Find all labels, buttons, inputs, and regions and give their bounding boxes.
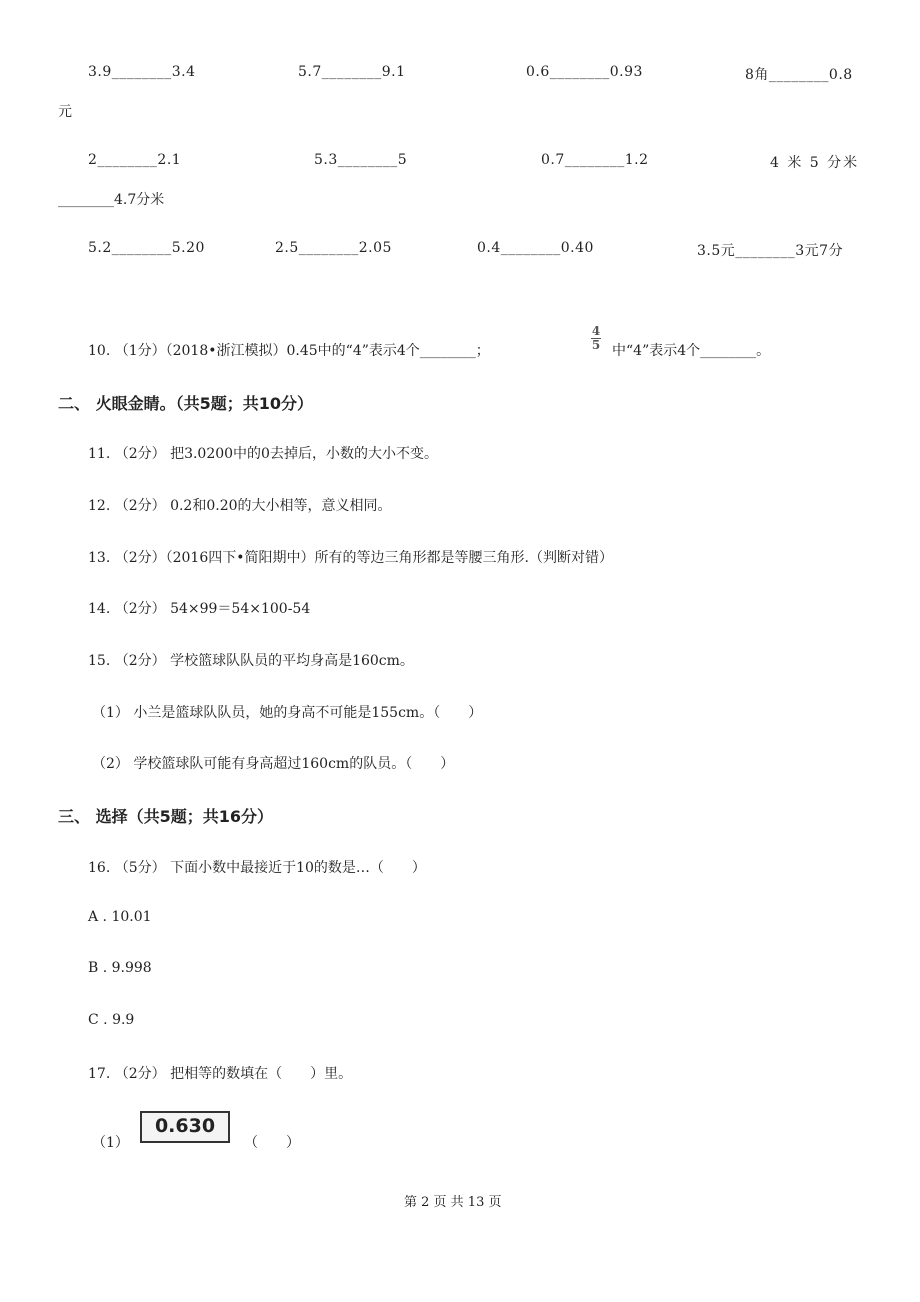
compare-item: 0.6________0.93 [526,64,643,80]
compare-item: 2.5________2.05 [275,240,392,256]
question-17-1-label: （1） [92,1135,129,1151]
question-11: 11. （2分） 把3.0200中的0去掉后，小数的大小不变。 [88,446,438,462]
fraction-numerator: 4 [591,324,601,338]
compare-item: 0.4________0.40 [477,240,594,256]
compare-item: 8角________0.8 [745,67,853,83]
compare-item: 2________2.1 [88,152,182,168]
compare-wrap: 元 [58,104,72,120]
compare-item: 0.7________1.2 [541,152,649,168]
question-15-1: （1） 小兰是篮球队队员，她的身高不可能是155cm。（ ） [92,705,483,721]
answer-paren: （ ） [244,1135,300,1151]
compare-item: 5.3________5 [314,152,408,168]
question-12: 12. （2分） 0.2和0.20的大小相等，意义相同。 [88,498,392,514]
question-16: 16. （5分） 下面小数中最接近于10的数是…（ ） [88,860,426,876]
option-c: C . 9.9 [88,1012,135,1028]
question-17: 17. （2分） 把相等的数填在（ ）里。 [88,1066,353,1082]
option-a: A . 10.01 [88,909,152,925]
question-13: 13. （2分）（2016四下•简阳期中）所有的等边三角形都是等腰三角形.（判断对错） [88,550,613,566]
question-15-2: （2） 学校篮球队可能有身高超过160cm的队员。（ ） [92,756,455,772]
compare-wrap: ________4.7分米 [58,192,165,208]
compare-item: 5.7________9.1 [298,64,406,80]
compare-item: 3.5元________3元7分 [697,243,844,259]
question-15: 15. （2分） 学校篮球队队员的平均身高是160cm。 [88,653,414,669]
compare-item: 4 米 5 分米 [770,155,860,171]
number-card: 0.630 [140,1111,230,1143]
compare-row [0,64,920,88]
question-10: 10. （1分）（2018•浙江模拟）0.45中的“4”表示4个________； [88,343,490,359]
fraction-4-5 [589,325,603,352]
section-2-title: 二、 火眼金睛。（共5题；共10分） [58,394,313,413]
compare-item: 5.2________5.20 [88,240,205,256]
question-10-cont: 中“4”表示4个________。 [612,343,771,359]
section-3-title: 三、 选择（共5题；共16分） [58,807,273,826]
fraction-denominator: 5 [591,338,601,352]
option-b: B . 9.998 [88,960,152,976]
compare-row [0,240,920,264]
page-footer: 第 2 页 共 13 页 [404,1195,502,1210]
compare-item: 3.9________3.4 [88,64,196,80]
compare-row [0,152,920,176]
question-14: 14. （2分） 54×99＝54×100-54 [88,601,311,617]
